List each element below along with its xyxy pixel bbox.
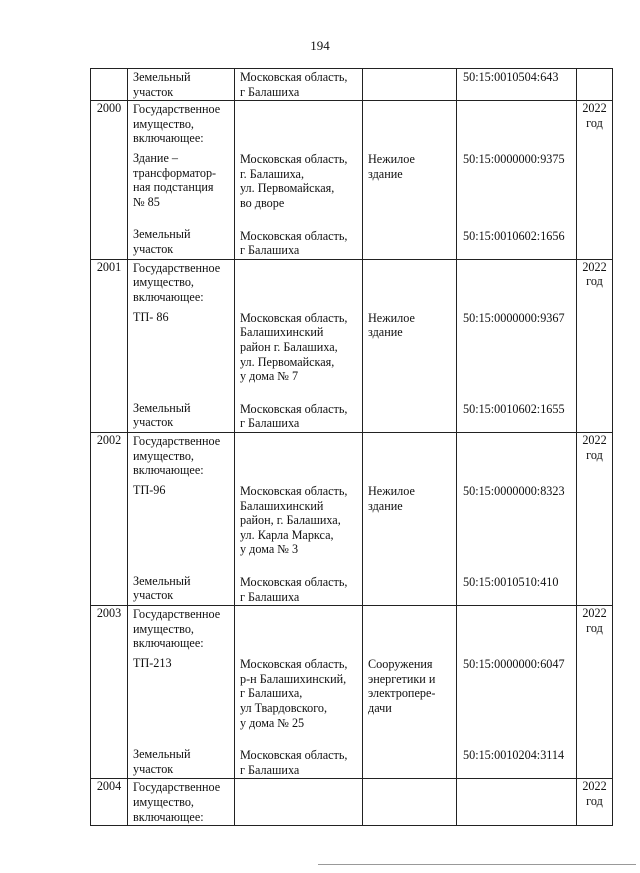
address-cell	[235, 432, 363, 605]
year: 2022 год	[582, 101, 607, 130]
address-cell	[235, 259, 363, 432]
property-register-table	[90, 68, 613, 826]
object-type-cell	[363, 259, 457, 432]
spacer	[363, 101, 456, 147]
cadastral-number-block	[457, 151, 576, 211]
spacer	[235, 433, 362, 479]
object-name-cell	[128, 69, 235, 101]
table-row	[91, 69, 613, 101]
cadastral-number-block	[457, 69, 576, 100]
object-address-block	[235, 69, 362, 100]
object-address-block	[235, 310, 362, 385]
object-type-block	[363, 228, 456, 259]
object-name-block	[128, 400, 234, 431]
object-name: Земельный участок	[133, 573, 191, 603]
object-name: Земельный участок	[133, 746, 191, 776]
object-address: Московская область, г Балашиха	[240, 574, 348, 604]
year: 2022 год	[582, 432, 607, 462]
cadastral-number-cell	[457, 101, 577, 260]
object-name: Здание – трансформатор- ная подстанция № 85	[133, 150, 217, 209]
object-address: Московская область, г Балашиха	[240, 748, 348, 777]
year: 2022 год	[582, 779, 607, 808]
object-name-cell	[128, 259, 235, 432]
object-address: Московская область, г Балашиха	[240, 228, 348, 258]
cadastral-number-block	[457, 656, 576, 731]
year-cell	[577, 259, 613, 432]
object-address-block	[235, 656, 362, 731]
table-row	[91, 779, 613, 826]
object-address: Московская область, р-н Балашихинский, г Балашиха, ул Твардовского, у дома № 25	[240, 657, 348, 730]
object-type	[363, 747, 456, 748]
object-type-block	[363, 656, 456, 731]
cadastral-number: 50:15:0000000:9375	[463, 152, 565, 167]
object-type: Сооружения энергетики и электропере- дачи	[368, 657, 436, 715]
cadastral-number-block	[457, 310, 576, 385]
record-number: 2000	[91, 101, 128, 260]
object-name-block	[128, 309, 234, 384]
object-name-block	[128, 655, 234, 730]
year-cell	[577, 101, 613, 260]
year-cell	[577, 606, 613, 779]
object-address-block	[235, 483, 362, 558]
cadastral-number-block	[457, 747, 576, 778]
object-type-block	[363, 69, 456, 100]
spacer	[363, 606, 456, 652]
cadastral-number: 50:15:0010602:1656	[463, 228, 565, 243]
object-address: Московская область, Балашихинский район г. Балашиха, ул. Первомайская, у дома № 7	[240, 310, 348, 384]
group-header: Государственное имущество, включающее:	[133, 607, 221, 651]
cadastral-number: 50:15:0000000:6047	[463, 657, 565, 672]
table-row	[91, 101, 613, 260]
object-type-block	[363, 151, 456, 211]
spacer	[235, 260, 362, 306]
object-type: Нежилое здание	[368, 483, 415, 513]
page-number: 194	[310, 38, 330, 53]
object-type-cell	[363, 101, 457, 260]
cadastral-number-block	[457, 574, 576, 605]
object-address-block	[235, 228, 362, 259]
cadastral-number-cell	[457, 259, 577, 432]
cadastral-number-block	[457, 401, 576, 432]
table-row	[91, 606, 613, 779]
spacer	[457, 260, 576, 306]
cadastral-number: 50:15:0010204:3114	[463, 748, 565, 763]
object-type-block	[363, 574, 456, 605]
object-type-block	[363, 401, 456, 432]
object-address-block	[235, 151, 362, 211]
object-address-block	[235, 574, 362, 605]
object-address: Московская область, г. Балашиха, ул. Первомайская, во дворе	[240, 152, 348, 210]
address-cell	[235, 606, 363, 779]
cadastral-number: 50:15:0010602:1655	[463, 401, 565, 416]
record-number: 2002	[91, 432, 128, 605]
year-cell	[577, 432, 613, 605]
cadastral-number: 50:15:0010510:410	[463, 574, 559, 589]
group-header: Государственное имущество, включающее:	[133, 433, 221, 478]
spacer	[235, 779, 362, 825]
object-type	[363, 228, 456, 229]
year: 2022 год	[582, 259, 607, 289]
cadastral-number-cell	[457, 779, 577, 826]
address-cell	[235, 779, 363, 826]
object-name: ТП- 86	[133, 309, 169, 324]
object-name-cell	[128, 101, 235, 260]
object-name-block	[128, 746, 234, 777]
cadastral-number-block	[457, 483, 576, 558]
table-row	[91, 259, 613, 432]
cadastral-number-block	[457, 228, 576, 259]
object-type: Нежилое здание	[368, 310, 415, 340]
object-name-block	[128, 150, 234, 210]
object-name-block	[128, 69, 234, 100]
spacer	[363, 779, 456, 825]
object-type-cell	[363, 606, 457, 779]
cadastral-number-cell	[457, 432, 577, 605]
spacer	[457, 101, 576, 147]
object-name-block	[128, 573, 234, 604]
object-name-cell	[128, 432, 235, 605]
cadastral-number: 50:15:0000000:8323	[463, 483, 565, 498]
object-address-block	[235, 747, 362, 778]
object-name: Земельный участок	[133, 400, 191, 430]
year-cell	[577, 779, 613, 826]
object-address-block	[235, 401, 362, 432]
object-address: Московская область, г Балашиха	[240, 401, 348, 431]
spacer	[457, 606, 576, 652]
spacer	[235, 101, 362, 147]
object-type-cell	[363, 69, 457, 101]
object-name: Земельный участок	[133, 70, 191, 99]
record-number	[91, 69, 128, 101]
object-name-cell	[128, 606, 235, 779]
cadastral-number-cell	[457, 606, 577, 779]
record-number: 2003	[91, 606, 128, 779]
spacer	[363, 260, 456, 306]
cadastral-number: 50:15:0010504:643	[463, 70, 559, 84]
object-type-block	[363, 483, 456, 558]
object-name: ТП-96	[133, 482, 166, 497]
object-name: ТП-213	[133, 655, 172, 670]
footer-rule	[318, 864, 636, 865]
object-name-block	[128, 482, 234, 557]
object-type-block	[363, 747, 456, 778]
object-name: Земельный участок	[133, 227, 191, 256]
object-type	[363, 69, 456, 70]
group-header: Государственное имущество, включающее:	[133, 102, 221, 146]
spacer	[457, 433, 576, 479]
object-type-block	[363, 310, 456, 385]
year: 2022 год	[582, 606, 607, 635]
table-row	[91, 432, 613, 605]
object-type-cell	[363, 779, 457, 826]
year-cell	[577, 69, 613, 101]
spacer	[235, 606, 362, 652]
object-name-block	[128, 226, 234, 257]
object-type-cell	[363, 432, 457, 605]
address-cell	[235, 101, 363, 260]
group-header: Государственное имущество, включающее:	[133, 260, 221, 304]
object-type: Нежилое здание	[368, 152, 415, 181]
group-header: Государственное имущество, включающее:	[133, 780, 221, 824]
object-type	[363, 574, 456, 575]
spacer	[363, 433, 456, 479]
address-cell	[235, 69, 363, 101]
spacer	[457, 779, 576, 825]
object-address: Московская область, Балашихинский район, г. Балашиха, ул. Карла Маркса, у дома № 3	[240, 483, 348, 557]
object-type	[363, 401, 456, 402]
cadastral-number-cell	[457, 69, 577, 101]
object-address: Московская область, г Балашиха	[240, 70, 348, 99]
cadastral-number: 50:15:0000000:9367	[463, 310, 565, 325]
object-name-cell	[128, 779, 235, 826]
record-number: 2001	[91, 259, 128, 432]
record-number: 2004	[91, 779, 128, 826]
